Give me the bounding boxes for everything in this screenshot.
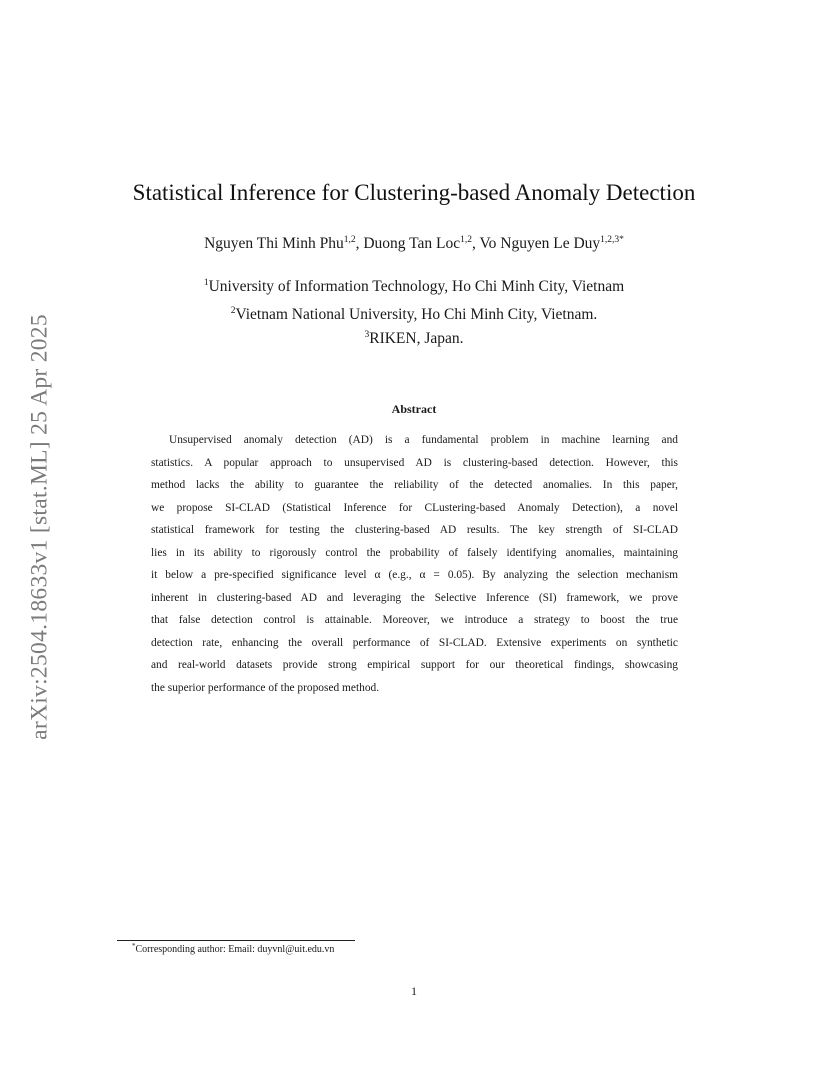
footnote (132, 944, 334, 955)
affiliation-text: Vietnam National University, Ho Chi Minh City, Vietnam. (235, 306, 598, 323)
author-separator: , (355, 235, 364, 252)
abstract-line: and real-world datasets provide strong empirical support for our theoretical findings, showcasing (151, 659, 678, 671)
abstract-body (151, 429, 678, 699)
abstract-line: Unsupervised anomaly detection (AD) is a fundamental problem in machine learning and (169, 434, 678, 446)
abstract-line: lies in its ability to rigorously control the probability of falsely identifying anomalies, maintaining (151, 546, 678, 559)
affiliation-2 (0, 306, 828, 324)
paper-title: Statistical Inference for Clustering-based Anomaly Detection (132, 180, 696, 205)
arxiv-identifier-stamp: arXiv:2504.18633v1 [stat.ML] 25 Apr 2025 (26, 314, 53, 740)
corresponding-author-mark: * (619, 235, 624, 245)
author-name: Vo Nguyen Le Duy (479, 235, 601, 252)
abstract-line: the superior performance of the proposed method. (151, 681, 380, 694)
author-affiliation-marker (600, 235, 624, 245)
affiliation-number: 2 (230, 306, 236, 316)
affiliation-text: University of Information Technology, Ho Chi Minh City, Vietnam (208, 278, 625, 295)
affiliation-text: RIKEN, Japan. (369, 330, 464, 347)
affiliation-1 (0, 278, 828, 296)
author-2 (363, 235, 479, 252)
abstract-line: that false detection control is attainable. Moreover, we introduce a strategy to boost the true (151, 614, 678, 626)
abstract-line: statistics. A popular approach to unsupervised AD is clustering-based detection. However, this (151, 456, 678, 469)
abstract-line: method lacks the ability to guarantee the reliability of the detected anomalies. In this paper, (151, 479, 678, 491)
author-name: Nguyen Thi Minh Phu (204, 235, 344, 252)
affiliation-3 (0, 330, 828, 348)
abstract-line: we propose SI-CLAD (Statistical Inference for CLustering-based Anomaly Detection), a novel (151, 501, 678, 514)
abstract-line: inherent in clustering-based AD and leveraging the Selective Inference (SI) framework, we prove (151, 591, 678, 604)
affiliation-number: 1 (203, 278, 209, 288)
author-affiliation-marker: 1,2 (343, 235, 356, 245)
author-name: Duong Tan Loc (363, 235, 461, 252)
footnote-mark: * (132, 942, 136, 950)
author-affiliation-marker: 1,2 (460, 235, 472, 245)
author-1 (204, 235, 363, 252)
abstract-heading: Abstract (391, 402, 437, 416)
author-separator: , (472, 235, 480, 252)
author-3 (479, 235, 623, 252)
author-list (0, 235, 828, 253)
page-number: 1 (411, 984, 417, 998)
affiliation-numbers: 1,2,3 (600, 235, 620, 245)
abstract-line: it below a pre-specified significance level α (e.g., α = 0.05). By analyzing the selection mechanism (151, 569, 678, 581)
footnote-divider (117, 940, 355, 941)
affiliation-number: 3 (364, 330, 370, 340)
abstract-line: detection rate, enhancing the overall performance of SI-CLAD. Extensive experiments on synthetic (151, 636, 678, 649)
abstract-line: statistical framework for testing the clustering-based AD results. The key strength of SI-CLAD (151, 524, 678, 536)
footnote-text: Corresponding author: Email: duyvnl@uit.edu.vn (135, 944, 335, 955)
